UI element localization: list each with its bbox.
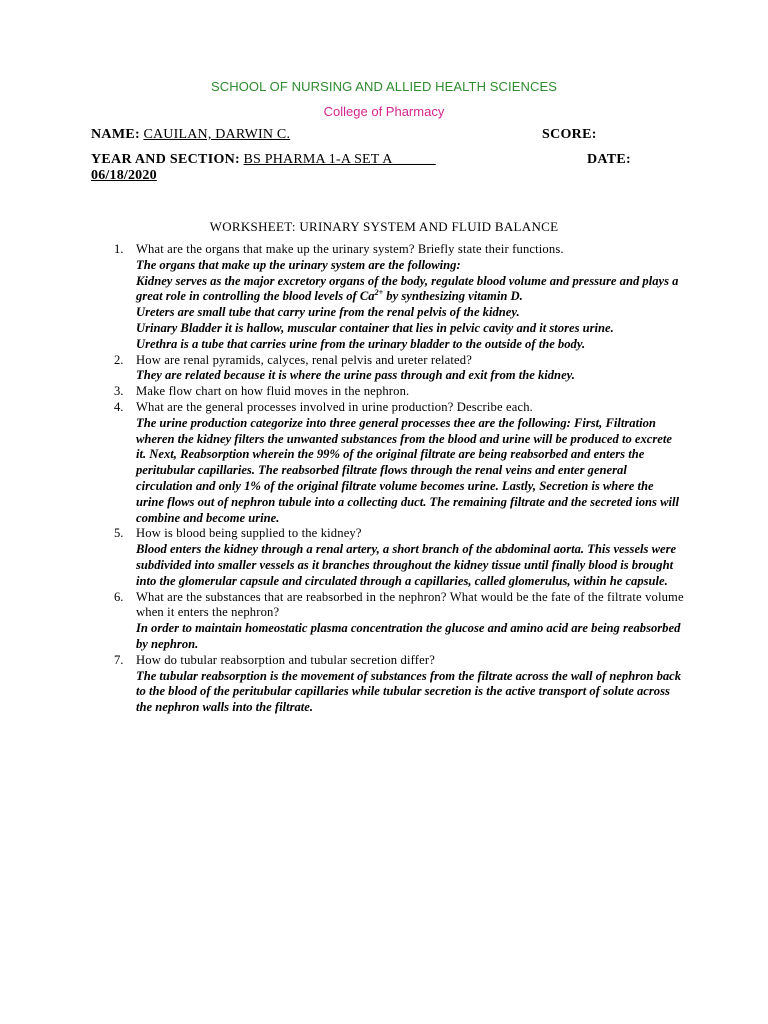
name-field (91, 127, 290, 143)
answer-text: The organs that make up the urinary system are the following: (136, 257, 461, 272)
question-number: 6. (114, 589, 124, 604)
answer-text: In order to maintain homeostatic plasma concentration the glucose and amino acid are being reabsorbed by nephron. (136, 621, 681, 651)
score-label: SCORE: (542, 127, 597, 142)
college-name: College of Pharmacy (323, 104, 445, 119)
name-label: NAME: (91, 127, 140, 142)
answer-text: The urine production categorize into three general processes thee are the following: First, Filtration wheren the kidney filters the unwanted substances from the blood and urine will be produced to excrete it. Next, Reabsorption wherein the 99% of the original filtrate are being reabsorbed and enters the peritubular capillaries. The reabsorbed filtrate flows through the renal veins and enter general circulation and only 1% of the original filtrate volume becomes urine. Lastly, Secretion is where the urine flows out of nephron tubule into a collecting duct. The remaining filtrate and the secreted ions will combine and become urine. (136, 415, 679, 525)
answer-text: Urethra is a tube that carries urine from the urinary bladder to the outside of the body. (136, 336, 586, 351)
answer-text: Urinary Bladder it is hallow, muscular container that lies in pelvic cavity and it stores urine. (136, 320, 614, 335)
year-section-blank: ______ (392, 152, 436, 167)
answer-text: The tubular reabsorption is the movement of substances from the filtrate across the wall of nephron back to the blood of the peritubular capillaries while tubular secretion is the active transport of solute across the nephron walls into the filtrate. (136, 668, 682, 715)
question-item (114, 590, 684, 653)
question-item (114, 353, 684, 385)
question-text: How do tubular reabsorption and tubular secretion differ? (136, 652, 435, 667)
score-field (542, 127, 597, 143)
answer-text: They are related because it is where the urine pass through and exit from the kidney. (136, 368, 575, 383)
answer-text (136, 274, 684, 306)
worksheet-title: WORKSHEET: URINARY SYSTEM AND FLUID BALANCE (209, 219, 559, 234)
question-item (114, 384, 684, 400)
question-text: Make flow chart on how fluid moves in the nephron. (136, 384, 410, 399)
question-text: What are the organs that make up the urinary system? Briefly state their functions. (136, 242, 564, 256)
question-number: 5. (114, 526, 124, 541)
question-number: 7. (114, 652, 124, 667)
answer-fragment: Kidney serves as the major excretory organs of the body, regulate blood volume and pressure and plays a great role in controlling the blood levels of Ca (136, 273, 679, 304)
answer-text: Blood enters the kidney through a renal artery, a short branch of the abdominal aorta. This vessels were subdivided into smaller vessels as it branches throughout the kidney tissue until finally blood is brought into the glomerular capsule and circulated through a capillaries, called glomerulus, within he capsule. (136, 542, 677, 588)
question-text: What are the general processes involved in urine production? Describe each. (136, 399, 533, 414)
question-item (114, 653, 684, 716)
question-number: 2. (114, 352, 124, 367)
year-section-field (91, 152, 436, 168)
date-label: DATE: (587, 152, 632, 167)
question-number: 3. (114, 384, 124, 399)
question-number: 4. (114, 399, 124, 414)
question-item (114, 242, 684, 353)
question-text: What are the substances that are reabsorbed in the nephron? What would be the fate of the filtrate volume when it enters the nephron? (136, 589, 684, 620)
year-section-value: BS PHARMA 1-A SET A (243, 152, 393, 167)
school-name: SCHOOL OF NURSING AND ALLIED HEALTH SCIENCES (210, 79, 558, 94)
question-number: 1. (114, 242, 124, 256)
superscript: 2+ (374, 288, 384, 298)
answer-fragment: by synthesizing vitamin D. (383, 289, 523, 304)
question-list (114, 242, 684, 716)
question-text: How is blood being supplied to the kidney? (136, 526, 362, 541)
date-value: 06/18/2020 (91, 168, 157, 183)
question-item (114, 400, 684, 526)
date-label-field (587, 152, 631, 168)
year-section-label: YEAR AND SECTION: (91, 152, 241, 167)
date-value-field (91, 168, 157, 184)
answer-text: Ureters are small tube that carry urine from the renal pelvis of the kidney. (136, 305, 520, 320)
question-text: How are renal pyramids, calyces, renal pelvis and ureter related? (136, 352, 472, 367)
question-item (114, 526, 684, 589)
name-value: CAUILAN, DARWIN C. (143, 127, 291, 142)
